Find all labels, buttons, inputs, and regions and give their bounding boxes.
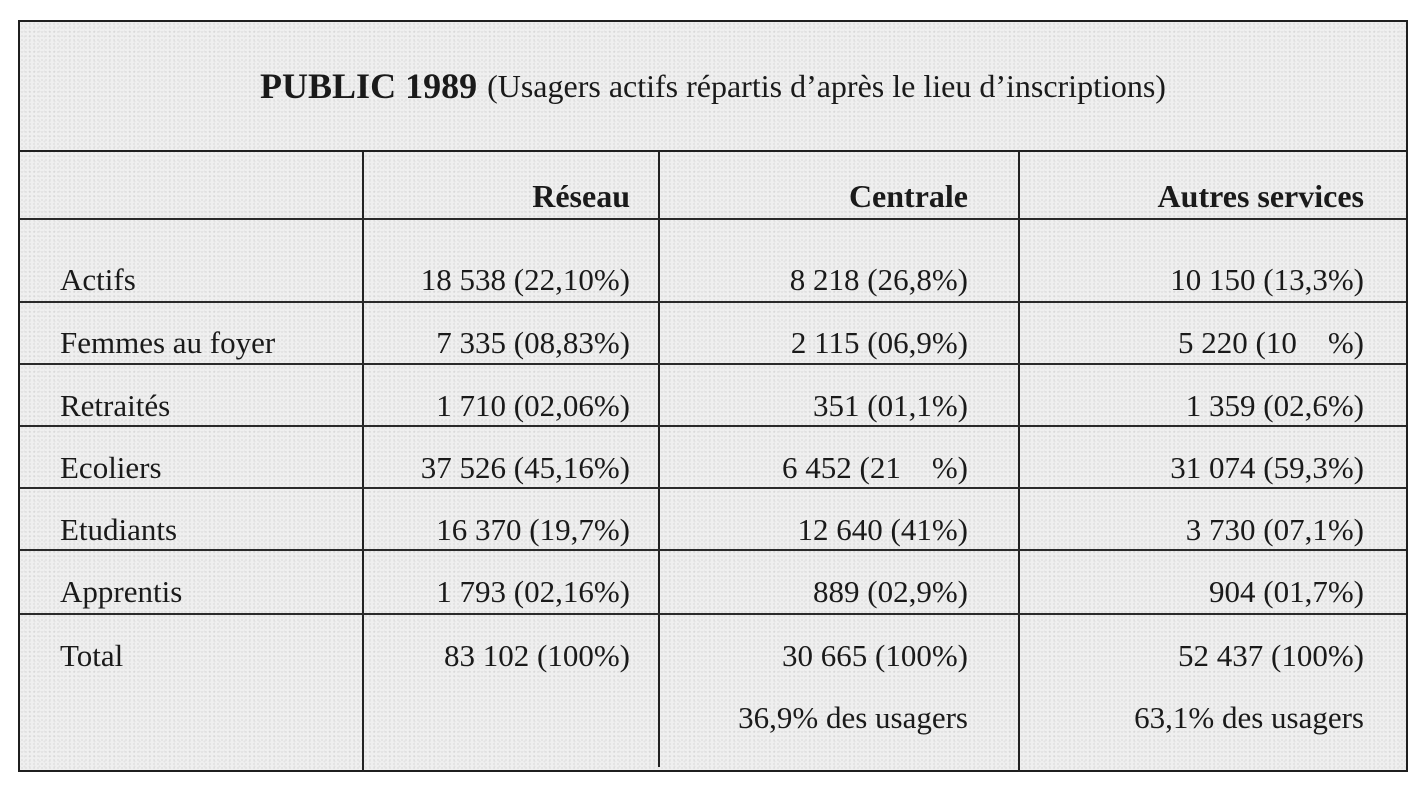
cell-centrale-actifs: 8 218 (26,8%) [789,262,968,297]
row-divider [20,301,1406,303]
cell-centrale-femmes-au-foyer: 2 115 (06,9%) [790,325,968,360]
row-divider [20,363,1406,365]
cell-autres-ecoliers: 31 074 (59,3%) [1170,450,1364,485]
cell-centrale-retraites: 351 (01,1%) [813,388,968,423]
row-label-etudiants: Etudiants [60,512,178,547]
row-label-femmes-au-foyer: Femmes au foyer [60,325,276,360]
cell-reseau-apprentis: 1 793 (02,16%) [436,574,630,609]
column-header-reseau: Réseau [532,178,630,214]
cell-reseau-ecoliers: 37 526 (45,16%) [420,450,630,485]
cell-reseau-retraites: 1 710 (02,06%) [436,388,630,423]
row-label-total: Total [60,638,124,673]
cell-centrale-total: 30 665 (100%) [782,638,968,673]
autres-share-note: 63,1% des usagers [1134,700,1364,735]
cell-centrale-ecoliers: 6 452 (21 %) [782,450,968,485]
cell-autres-apprentis: 904 (01,7%) [1209,574,1364,609]
cell-autres-retraites: 1 359 (02,6%) [1185,388,1364,423]
column-header-autres-services: Autres services [1157,178,1364,214]
row-divider [20,487,1406,489]
row-divider [20,613,1406,615]
row-label-apprentis: Apprentis [60,574,183,609]
column-header-centrale: Centrale [848,178,968,214]
centrale-share-note: 36,9% des usagers [738,700,968,735]
header-divider [20,218,1406,220]
cell-reseau-femmes-au-foyer: 7 335 (08,83%) [436,325,630,360]
row-label-retraites: Retraités [60,388,171,423]
table-title: PUBLIC 1989 [260,66,478,106]
cell-centrale-apprentis: 889 (02,9%) [813,574,968,609]
row-divider [20,549,1406,551]
row-label-actifs: Actifs [60,262,136,297]
row-label-ecoliers: Ecoliers [60,450,162,485]
cell-reseau-etudiants: 16 370 (19,7%) [436,512,630,547]
cell-reseau-total: 83 102 (100%) [444,638,630,673]
cell-autres-etudiants: 3 730 (07,1%) [1185,512,1364,547]
table-frame [18,20,1408,772]
cell-autres-total: 52 437 (100%) [1178,638,1364,673]
cell-autres-femmes-au-foyer: 5 220 (10 %) [1178,325,1364,360]
cell-reseau-actifs: 18 538 (22,10%) [420,262,630,297]
row-divider [20,425,1406,427]
cell-centrale-etudiants: 12 640 (41%) [797,512,968,547]
table-subtitle: (Usagers actifs répartis d’après le lieu d’inscriptions) [487,67,1166,104]
cell-autres-actifs: 10 150 (13,3%) [1170,262,1364,297]
title-row [20,22,1406,152]
